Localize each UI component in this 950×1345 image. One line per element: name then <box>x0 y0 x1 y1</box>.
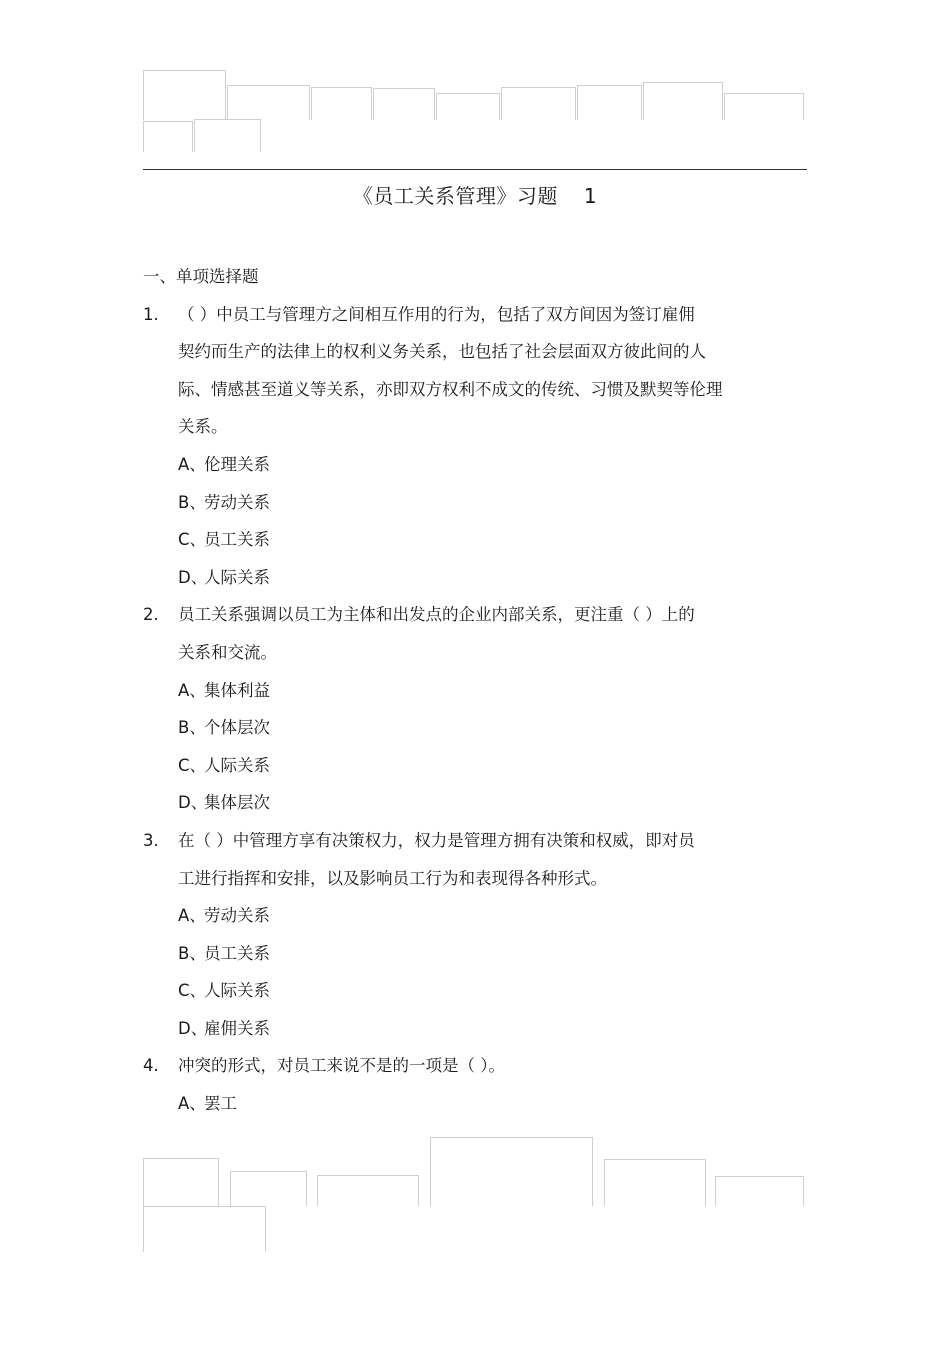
question-line: 工进行指挥和安排，以及影响员工行为和表现得各种形式。 <box>178 868 607 888</box>
section-heading: 一、单项选择题 <box>143 267 259 286</box>
question-number: 3. <box>143 830 159 850</box>
question-line: 冲突的形式，对员工来说不是的一项是（ ）。 <box>178 1056 505 1076</box>
header-decoration-box <box>311 87 372 120</box>
option-c: C、人际关系 <box>178 755 270 775</box>
option-b: B、个体层次 <box>178 718 270 738</box>
option-a: A、集体利益 <box>178 680 270 700</box>
question-text <box>178 1051 807 1089</box>
footer-decoration-box <box>430 1137 593 1206</box>
footer-decoration-box <box>143 1158 219 1206</box>
question-text <box>178 600 807 675</box>
header-rule <box>143 169 807 170</box>
option-d: D、人际关系 <box>178 567 270 587</box>
question-text <box>178 300 807 450</box>
header-decoration-box <box>373 88 435 120</box>
question-text <box>178 826 807 901</box>
question-line: 关系和交流。 <box>178 642 277 662</box>
title-text: 《员工关系管理》习题 <box>352 184 558 208</box>
header-decoration-box <box>501 87 576 120</box>
option-d: D、集体层次 <box>178 793 270 813</box>
footer-decoration-box <box>317 1175 419 1206</box>
question-line: 关系。 <box>178 417 228 437</box>
header-decoration-box <box>643 82 723 120</box>
option-b: B、劳动关系 <box>178 492 270 512</box>
header-decoration-box <box>436 93 500 120</box>
question-line: 在（ ）中管理方享有决策权力，权力是管理方拥有决策和权威，即对员 <box>178 830 695 850</box>
page-title <box>143 181 807 211</box>
option-a: A、罢工 <box>178 1094 237 1114</box>
question-line: 契约而生产的法律上的权利义务关系，也包括了社会层面双方彼此间的人 <box>178 342 706 362</box>
footer-decoration-box <box>715 1176 804 1206</box>
option-a: A、劳动关系 <box>178 906 270 926</box>
header-decoration-box <box>143 121 193 152</box>
question-4 <box>143 1051 807 1089</box>
header-decoration-box <box>227 85 310 120</box>
footer-decoration-box <box>604 1159 706 1206</box>
option-a: A、伦理关系 <box>178 454 270 474</box>
question-line: 际、情感甚至道义等关系，亦即双方权利不成文的传统、习惯及默契等伦理 <box>178 379 723 399</box>
question-3 <box>143 826 807 901</box>
header-decoration-box <box>143 70 226 120</box>
title-number: 1 <box>583 184 598 208</box>
footer-decoration-box <box>143 1206 266 1252</box>
question-number: 4. <box>143 1056 159 1076</box>
question-line: 员工关系强调以员工为主体和出发点的企业内部关系，更注重（ ）上的 <box>178 605 695 625</box>
option-c: C、人际关系 <box>178 981 270 1001</box>
header-decoration-box <box>194 119 261 152</box>
question-line: （ ）中员工与管理方之间相互作用的行为，包括了双方间因为签订雇佣 <box>178 304 695 324</box>
question-2 <box>143 600 807 675</box>
question-number: 1. <box>143 304 159 324</box>
header-decoration-box <box>577 85 642 120</box>
footer-decoration-box <box>230 1171 307 1206</box>
option-d: D、雇佣关系 <box>178 1018 270 1038</box>
exercise-content <box>143 262 807 1127</box>
option-b: B、员工关系 <box>178 943 270 963</box>
question-1 <box>143 300 807 450</box>
header-decoration-box <box>724 93 804 120</box>
question-number: 2. <box>143 605 159 625</box>
option-c: C、员工关系 <box>178 530 270 550</box>
